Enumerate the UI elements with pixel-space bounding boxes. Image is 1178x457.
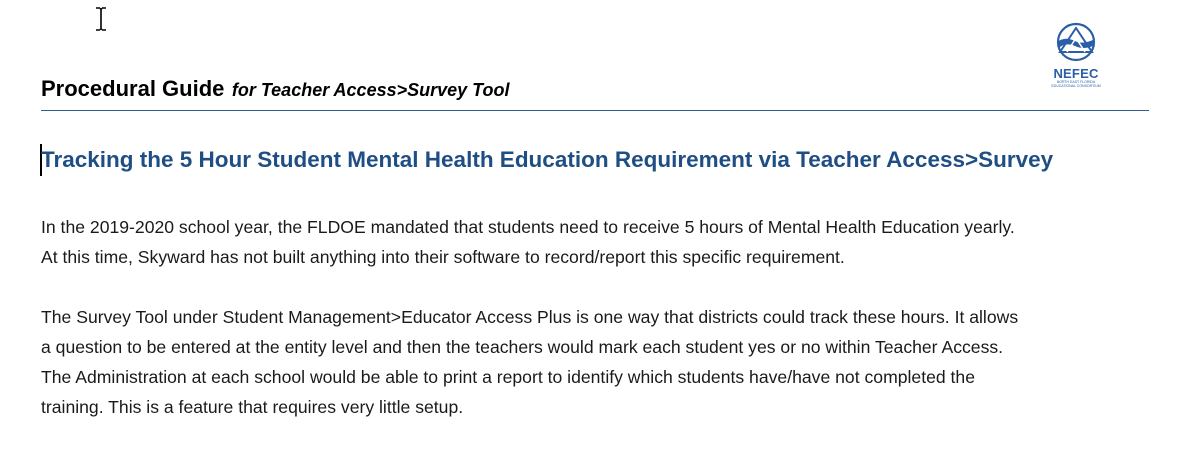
paragraph-line: The Survey Tool under Student Management>Educator Access Plus is one way that districts could track these hours. It allows [41,307,1019,327]
nefec-logo-icon [1045,22,1107,66]
logo-tagline: NORTH EAST FLORIDA EDUCATIONAL CONSORTIUM [1051,80,1101,88]
guide-subtitle: for Teacher Access>Survey Tool [231,80,510,100]
paragraph-line: training. This is a feature that requires very little setup. [41,397,464,417]
paragraph-2[interactable] [41,302,1156,422]
paragraph-line: The Administration at each school would be able to print a report to identify which students have/have not completed the [41,367,976,387]
paragraph-line: At this time, Skyward has not built anything into their software to record/report this specific requirement. [41,247,845,267]
text-cursor-icon [93,7,109,31]
page-header [41,76,1041,102]
paragraph-line: a question to be entered at the entity level and then the teachers would mark each student yes or no within Teacher Access. [41,337,1004,357]
paragraph-1[interactable] [41,212,1156,272]
nefec-logo [1045,22,1107,92]
header-divider [41,110,1149,111]
paragraph-line: In the 2019-2020 school year, the FLDOE mandated that students need to receive 5 hours of Mental Health Education yearly. [41,217,1015,237]
document-heading[interactable]: Tracking the 5 Hour Student Mental Health Education Requirement via Teacher Access>Survey [41,147,1054,172]
logo-name: NEFEC [1053,66,1099,81]
guide-title: Procedural Guide [41,76,225,101]
